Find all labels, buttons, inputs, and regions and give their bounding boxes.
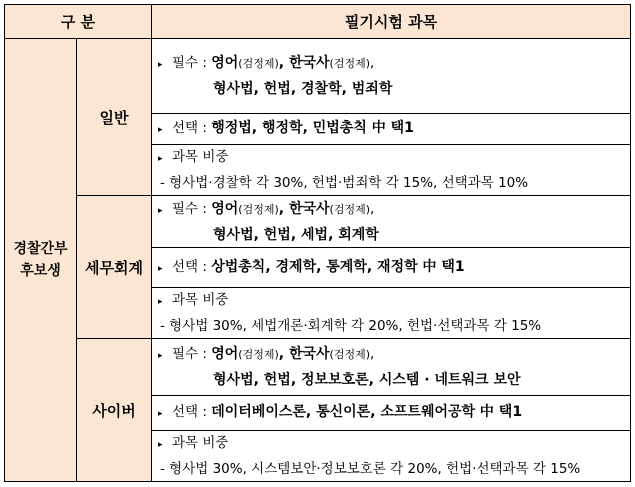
weight-cell bbox=[152, 145, 631, 196]
weight-label: 과목 비중 bbox=[172, 149, 229, 165]
required-cell bbox=[152, 339, 631, 396]
required-cell bbox=[152, 196, 631, 248]
required-label: 필수 : bbox=[172, 200, 212, 217]
required-cell bbox=[152, 39, 631, 114]
weight-text: - 형사법 30%, 시스템보안·정보보호론 각 20%, 헌법·선택과목 각 15% bbox=[160, 461, 581, 477]
subject-english: 영어 bbox=[211, 200, 239, 217]
elective-cell bbox=[152, 114, 631, 145]
elective-cell bbox=[152, 248, 631, 288]
bullet-icon: ▸ bbox=[158, 125, 163, 135]
bullet-icon: ▸ bbox=[158, 297, 163, 307]
note-certified: (검정제) bbox=[238, 202, 279, 216]
track-tax-accounting: 세무회계 bbox=[77, 196, 152, 339]
elective-label: 선택 : bbox=[172, 404, 212, 420]
weight-cell bbox=[152, 288, 631, 339]
elective-label: 선택 : bbox=[172, 258, 212, 275]
comma: , bbox=[370, 346, 375, 362]
bullet-icon: ▸ bbox=[158, 60, 163, 70]
bullet-icon: ▸ bbox=[158, 154, 163, 164]
note-certified: (검정제) bbox=[329, 348, 371, 361]
category-cell bbox=[5, 39, 77, 482]
row-general-required bbox=[5, 39, 631, 114]
subject-english: 영어 bbox=[211, 346, 239, 362]
elective-subjects: 상법총칙, 경제학, 통계학, 재정학 中 택1 bbox=[211, 258, 465, 275]
row-tax-required bbox=[5, 196, 631, 248]
weight-text: - 형사법·경찰학 각 30%, 헌법·범죄학 각 15%, 선택과목 10% bbox=[160, 175, 529, 191]
bullet-icon: ▸ bbox=[158, 205, 163, 216]
row-cyber-required bbox=[5, 339, 631, 396]
track-general: 일반 bbox=[77, 39, 152, 196]
note-certified: (검정제) bbox=[238, 57, 279, 70]
bullet-icon: ▸ bbox=[158, 351, 163, 361]
elective-subjects: 데이터베이스론, 통신이론, 소프트웨어공학 中 택1 bbox=[211, 404, 523, 420]
weight-cell bbox=[152, 431, 631, 482]
category-line-1: 경찰간부 bbox=[13, 241, 68, 257]
weight-label: 과목 비중 bbox=[172, 435, 229, 451]
note-certified: (검정제) bbox=[329, 57, 371, 70]
comma: , bbox=[278, 346, 289, 362]
note-certified: (검정제) bbox=[238, 348, 279, 361]
bullet-icon: ▸ bbox=[158, 263, 163, 274]
required-subjects: 형사법, 헌법, 세법, 회계학 bbox=[213, 226, 379, 243]
comma: , bbox=[370, 200, 375, 217]
comma: , bbox=[278, 200, 289, 217]
required-subjects: 형사법, 헌법, 경찰학, 범죄학 bbox=[213, 81, 393, 97]
required-label: 필수 : bbox=[172, 346, 212, 362]
bullet-icon: ▸ bbox=[158, 409, 163, 419]
comma: , bbox=[278, 55, 289, 71]
track-cyber: 사이버 bbox=[77, 339, 152, 482]
header-subjects: 필기시험 과목 bbox=[152, 5, 631, 39]
subject-korean-history: 한국사 bbox=[288, 200, 330, 217]
subject-english: 영어 bbox=[211, 55, 239, 71]
header-category: 구 분 bbox=[5, 5, 152, 39]
elective-cell bbox=[152, 396, 631, 431]
subject-korean-history: 한국사 bbox=[288, 55, 330, 71]
elective-label: 선택 : bbox=[172, 120, 212, 136]
comma: , bbox=[370, 55, 375, 71]
bullet-icon: ▸ bbox=[158, 440, 163, 450]
elective-subjects: 행정법, 행정학, 민법총칙 中 택1 bbox=[211, 120, 414, 136]
required-subjects: 형사법, 헌법, 정보보호론, 시스템 · 네트워크 보안 bbox=[213, 372, 521, 388]
weight-label: 과목 비중 bbox=[172, 292, 229, 308]
category-line-2: 후보생 bbox=[20, 263, 61, 279]
weight-text: - 형사법 30%, 세법개론·회계학 각 20%, 헌법·선택과목 각 15% bbox=[160, 318, 542, 334]
note-certified: (검정제) bbox=[329, 202, 371, 216]
exam-subjects-table bbox=[4, 4, 631, 482]
required-label: 필수 : bbox=[172, 55, 212, 71]
subject-korean-history: 한국사 bbox=[288, 346, 330, 362]
header-row bbox=[5, 5, 631, 39]
